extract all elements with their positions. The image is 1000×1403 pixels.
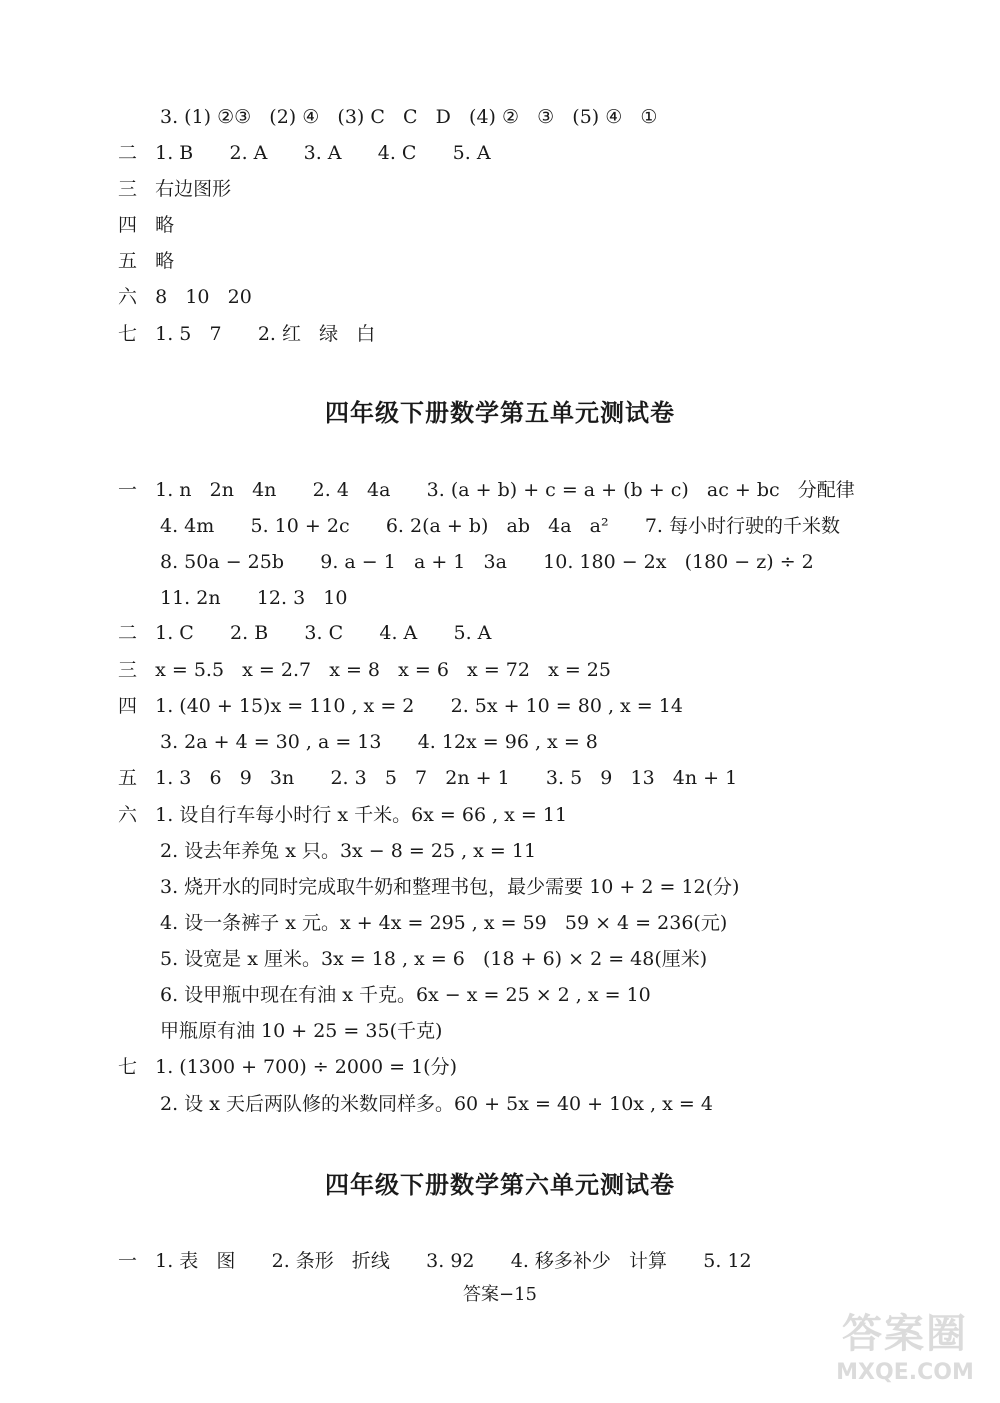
unit5-line-7: 四 1. (40 + 15)x = 110 , x = 2 2. 5x + 10 = 80 , x = 14 [118,695,683,717]
unit4-answer-line-7: 七 1. 5 7 2. 红 绿 白 [118,323,376,345]
unit5-line-8: 3. 2a + 4 = 30 , a = 13 4. 12x = 96 , x = 8 [160,731,598,753]
unit5-line-15: 6. 设甲瓶中现在有油 x 千克。6x − x = 25 × 2 , x = 10 [160,984,651,1006]
unit4-answer-line-1: 3. (1) ②③ (2) ④ (3) C C D (4) ② ③ (5) ④ ① [160,106,658,128]
unit5-line-11: 2. 设去年养兔 x 只。3x − 8 = 25 , x = 11 [160,840,537,862]
unit5-line-1: 一 1. n 2n 4n 2. 4 4a 3. (a + b) + c = a + (b + c) ac + bc 分配律 [118,479,855,501]
unit5-line-3: 8. 50a − 25b 9. a − 1 a + 1 3a 10. 180 − 2x (180 − z) ÷ 2 [160,551,814,573]
unit4-answer-line-6: 六 8 10 20 [118,286,252,308]
unit6-line-1: 一 1. 表 图 2. 条形 折线 3. 92 4. 移多补少 计算 5. 12 [118,1250,752,1272]
unit5-line-13: 4. 设一条裤子 x 元。x + 4x = 295 , x = 59 59 × 4 = 236(元) [160,912,728,934]
unit5-line-14: 5. 设宽是 x 厘米。3x = 18 , x = 6 (18 + 6) × 2 = 48(厘米) [160,948,708,970]
unit4-answer-line-4: 四 略 [118,214,175,236]
watermark-logo-text: 答案圈 [842,1311,968,1357]
unit5-line-12: 3. 烧开水的同时完成取牛奶和整理书包，最少需要 10 + 2 = 12(分) [160,876,740,898]
unit5-line-10: 六 1. 设自行车每小时行 x 千米。6x = 66 , x = 11 [118,804,568,826]
unit4-answer-line-2: 二 1. B 2. A 3. A 4. C 5. A [118,142,491,164]
unit5-title: 四年级下册数学第五单元测试卷 [325,399,675,427]
unit5-line-17: 七 1. (1300 + 700) ÷ 2000 = 1(分) [118,1056,457,1078]
unit5-line-6: 三 x = 5.5 x = 2.7 x = 8 x = 6 x = 72 x = 25 [118,659,611,681]
unit4-answer-line-3: 三 右边图形 [118,178,232,200]
unit5-line-4: 11. 2n 12. 3 10 [160,587,348,609]
unit5-line-9: 五 1. 3 6 9 3n 2. 3 5 7 2n + 1 3. 5 9 13 4n + 1 [118,767,738,789]
unit5-line-16: 甲瓶原有油 10 + 25 = 35(千克) [160,1020,443,1042]
unit5-line-2: 4. 4m 5. 10 + 2c 6. 2(a + b) ab 4a a² 7. 每小时行驶的千米数 [160,515,841,537]
unit6-title: 四年级下册数学第六单元测试卷 [325,1171,675,1199]
watermark-site-text: MXQE.COM [836,1360,974,1385]
watermark-logo [820,1310,990,1390]
unit4-answer-line-5: 五 略 [118,250,175,272]
page-number: 答案−15 [463,1284,537,1305]
unit5-line-18: 2. 设 x 天后两队修的米数同样多。60 + 5x = 40 + 10x , x = 4 [160,1093,713,1115]
unit5-line-5: 二 1. C 2. B 3. C 4. A 5. A [118,622,492,644]
